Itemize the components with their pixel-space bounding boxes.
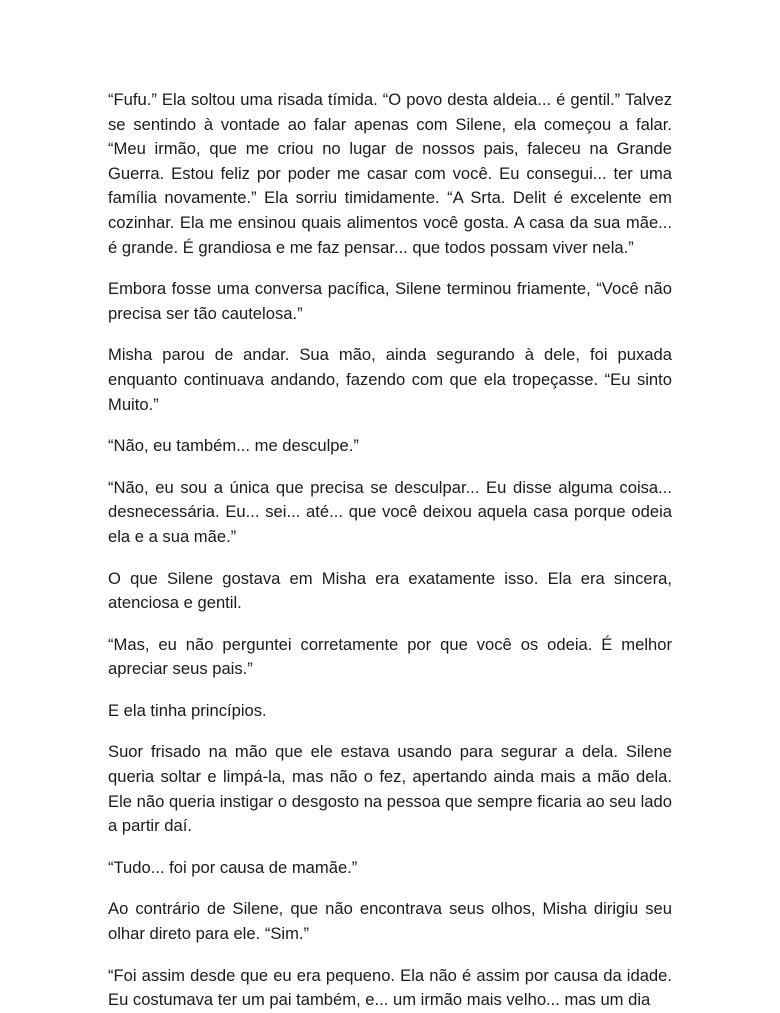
paragraph-7: “Mas, eu não perguntei corretamente por que você os odeia. É melhor apreciar seus pais.” bbox=[108, 634, 672, 679]
paragraph-10: “Tudo... foi por causa de mamãe.” bbox=[108, 857, 358, 877]
paragraph-6: O que Silene gostava em Misha era exatamente isso. Ela era sincera, atenciosa e gentil. bbox=[108, 568, 672, 613]
paragraph-8: E ela tinha princípios. bbox=[108, 700, 267, 720]
paragraph-2: Embora fosse uma conversa pacífica, Silene terminou friamente, “Você não precisa ser tão cautelosa.” bbox=[108, 279, 672, 323]
paragraph-4: “Não, eu também... me desculpe.” bbox=[108, 436, 359, 456]
paragraph-5: “Não, eu sou a única que precisa se desculpar... Eu disse alguma coisa... desnecessária. Eu... sei... até... que você deixou aquela casa porque odeia ela e a sua mãe.” bbox=[108, 477, 672, 546]
paragraph-11: Ao contrário de Silene, que não encontrava seus olhos, Misha dirigiu seu olhar direto para ele. “Sim.” bbox=[108, 899, 672, 944]
paragraph-12: “Foi assim desde que eu era pequeno. Ela não é assim por causa da idade. Eu costumava ter um pai também, e... um irmão mais velho... mas um dia bbox=[108, 965, 672, 1010]
paragraph-3: Misha parou de andar. Sua mão, ainda segurando à dele, foi puxada enquanto continuava andando, fazendo com que ela tropeçasse. “Eu sinto Muito.” bbox=[108, 345, 672, 414]
paragraph-1: “Fufu.” Ela soltou uma risada tímida. “O povo desta aldeia... é gentil.” Talvez se sentindo à vontade ao falar apenas com Silene, ela começou a falar. “Meu irmão, que me criou no lugar de nossos pais, faleceu na Grande Guerra. Estou feliz por poder me casar com você. Eu consegui... ter uma família novamente.” Ela sorriu timidamente. “A Srta. Delit é excelente em cozinhar. Ela me ensinou quais alimentos você gosta. A casa da sua mãe... é grande. É grandiosa e me faz pensar... que todos possam viver nela.” bbox=[108, 90, 672, 257]
paragraph-9: Suor frisado na mão que ele estava usando para segurar a dela. Silene queria soltar e limpá-la, mas não o fez, apertando ainda mais a mão dela. Ele não queria instigar o desgosto na pessoa que sempre ficaria ao seu lado a partir daí. bbox=[108, 742, 672, 836]
